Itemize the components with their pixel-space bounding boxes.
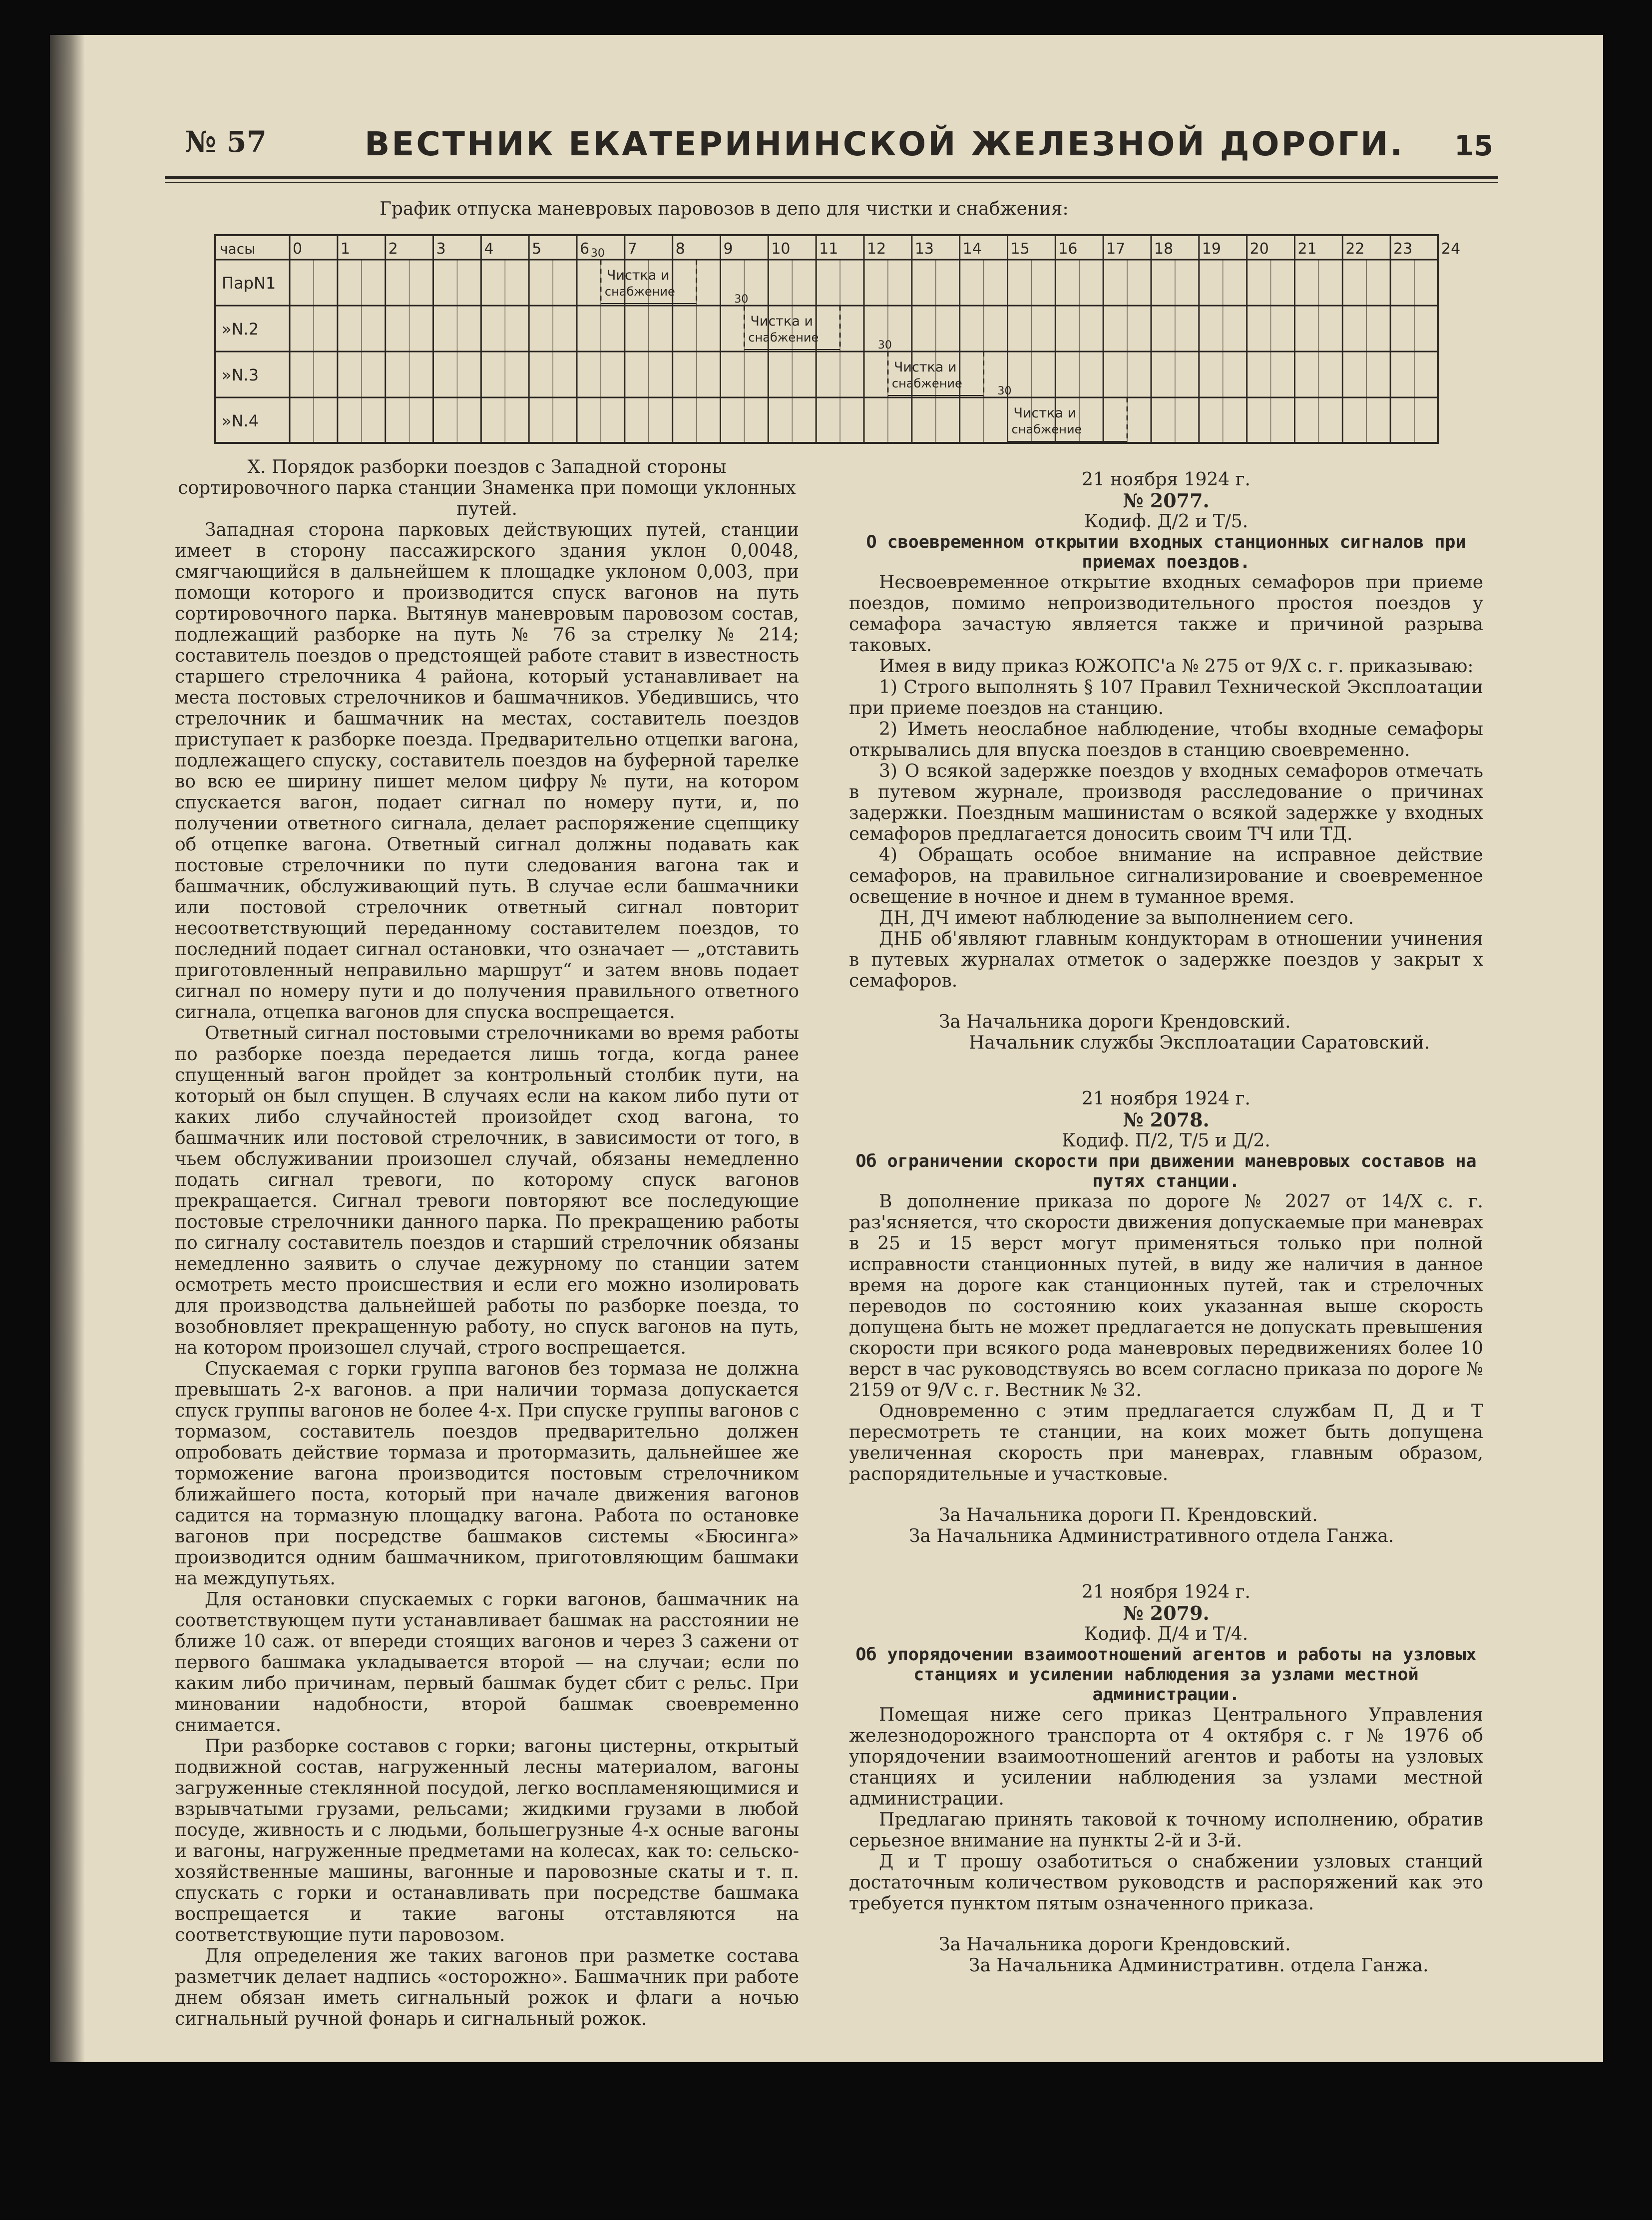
- hour-tick-label: 8: [675, 240, 685, 258]
- hour-tick-label: 22: [1345, 240, 1365, 258]
- signature: За Начальника дороги П. Крендовский.: [939, 1505, 1318, 1525]
- paragraph: ДНБ об'являют главным кондукторам в отношении учинения в путевых журналах отметок о задержке поездов у закрыт х семафоров.: [849, 929, 1483, 991]
- service-block-label: Чистка и: [1013, 405, 1077, 421]
- header-rule-thin: [165, 182, 1498, 183]
- hour-tick-label: 14: [962, 240, 982, 258]
- hour-tick-label: 2: [388, 240, 398, 258]
- half-hour-mark: 30: [734, 293, 749, 306]
- locomotive-row-label: »N.4: [222, 411, 259, 430]
- chart-frame: [215, 235, 1438, 443]
- locomotive-schedule-chart: [215, 235, 1461, 443]
- order-title: О своевременном открытии входных станционных сигналов при приемах поездов.: [866, 532, 1466, 572]
- service-block-label: снабжение: [891, 376, 962, 390]
- order-number: № 2077.: [1123, 489, 1210, 512]
- order-codif: Кодиф. Д/2 и Т/5.: [1084, 511, 1248, 532]
- half-hour-mark: 30: [877, 339, 892, 352]
- order-title: Об ограничении скорости при движении маневровых составов на путях станции.: [855, 1151, 1477, 1191]
- locomotive-row-label: »N.3: [222, 366, 259, 384]
- hour-tick-label: 20: [1249, 240, 1269, 258]
- hour-tick-label: 12: [867, 240, 886, 258]
- order-date: 21 ноября 1924 г.: [1082, 1582, 1250, 1602]
- paragraph: ДН, ДЧ имеют наблюдение за выполнением сего.: [879, 908, 1354, 928]
- hour-tick-label: 18: [1154, 240, 1174, 258]
- signature: Начальник службы Эксплоатации Саратовский.: [969, 1033, 1430, 1053]
- order-codif: Кодиф. П/2, Т/5 и Д/2.: [1062, 1130, 1270, 1151]
- signature: За Начальника дороги Крендовский.: [939, 1012, 1291, 1032]
- hour-tick-label: 7: [627, 240, 637, 258]
- page-header: [185, 125, 1493, 170]
- hour-tick-label: 6: [580, 240, 590, 258]
- paragraph: Помещая ниже сего приказ Центрального Управления железнодорожного транспорта от 4 октября с. г № 1976 об упорядочении взаимоотношений агентов и работы на узловых станциях и усилении наблюдения за узлами местной администрации.: [849, 1705, 1483, 1809]
- paragraph: При разборке составов с горки; вагоны цистерны, открытый подвижной состав, нагруженный лесны материалом, вагоны загруженные стеклянной посудой, легко воспламеняющимися и взрывчатыми грузами, рельсами; жидкими грузами в любой посуде, живность и с людьми, большегрузные 4-х осные вагоны и вагоны, нагруженные предметами на колесах, как то: сельско-хозяйственные машины, вагонные и паровозные скаты и т. п. спускать с горки и останавливать при посредстве башмака воспрещается и такие вагоны отставляются на соответствующие пути паровозом.: [175, 1736, 799, 1945]
- order-date: 21 ноября 1924 г.: [1082, 1089, 1250, 1109]
- locomotive-row-label: ПарN1: [222, 274, 276, 293]
- schedule-caption: График отпуска маневровых паровозов в депо для чистки и снабжения:: [380, 199, 1069, 219]
- paragraph: Для определения же таких вагонов при разметке состава разметчик делает надпись «осторожно». Башмачник при работе днем обязан иметь сигнальный рожок и флаги а ночью сигнальный ручной фонарь и сигнальный рожок.: [175, 1946, 799, 2029]
- order-number: № 2078.: [1123, 1109, 1210, 1131]
- hour-tick-label: 9: [723, 240, 733, 258]
- hour-tick-label: 16: [1058, 240, 1078, 258]
- paragraph: Несвоевременное открытие входных семафоров при приеме поездов, помимо непроизводительного простоя поездов у семафора зачастую является также и причиной разрыва таковых.: [849, 572, 1483, 656]
- header-rule: [165, 176, 1498, 179]
- paragraph: 2) Иметь неослабное наблюдение, чтобы входные семафоры открывались для впуска поездов в станцию своевременно.: [849, 719, 1483, 760]
- paragraph: Предлагаю принять таковой к точному исполнению, обратив серьезное внимание на пункты 2-й и 3-й.: [849, 1810, 1483, 1851]
- service-block-label: Чистка и: [606, 268, 670, 283]
- service-block-label: снабжение: [1011, 422, 1082, 436]
- paragraph: Для остановки спускаемых с горки вагонов, башмачник на соответствующем пути устанавливает башмак на расстоянии не ближе 10 саж. от впереди стоящих вагонов и через 3 сажени от первого башмака укладывается второй — на случаи; если по каким либо причинам, первый башмак будет сбит с рельс. При миновании надобности, второй башмак своевременно снимается.: [175, 1589, 799, 1736]
- page-number: 15: [1454, 130, 1493, 162]
- signature: За Начальника дороги Крендовский.: [939, 1934, 1291, 1955]
- paragraph: Д и Т прошу озаботиться о снабжении узловых станций достаточным количеством руководств и распоряжений как это требуется пунктом пятым означенного приказа.: [849, 1851, 1483, 1914]
- order-title: Об упорядочении взаимоотношений агентов и работы на узловых станциях и усилении наблюдения за узлами местной администрации.: [855, 1645, 1477, 1705]
- signature: За Начальника Административн. отдела Ганжа.: [969, 1955, 1429, 1976]
- issue-number: № 57: [185, 125, 267, 159]
- service-block-label: снабжение: [604, 285, 675, 299]
- paragraph: Одновременно с этим предлагается службам П, Д и Т пересмотреть те станции, на коих может быть допущена увеличенная скорость при маневрах, главным образом, распорядительные и участковые.: [849, 1401, 1483, 1484]
- hour-tick-label: 19: [1202, 240, 1222, 258]
- hour-tick-label: 23: [1393, 240, 1413, 258]
- hour-tick-label: 5: [532, 240, 542, 258]
- hour-tick-label: 0: [293, 240, 303, 258]
- newspaper-title: ВЕСТНИК ЕКАТЕРИНИНСКОЙ ЖЕЛЕЗНОЙ ДОРОГИ.: [365, 125, 1405, 163]
- locomotive-row-label: »N.2: [222, 320, 259, 339]
- order-date: 21 ноября 1924 г.: [1082, 469, 1250, 490]
- paragraph: Западная сторона парковых действующих путей, станции имеет в сторону пассажирского здания уклон 0,0048, смягчающийся в дальнейшем к площадке уклоном 0,003, при помощи которого и производится спуск вагонов на путь сортировочного парка. Вытянув маневровым паровозом состав, подлежащий разборке на путь № 76 за стрелку № 214; составитель поездов о предстоящей работе ставит в известность старшего стрелочника 4 района, который устанавливает на места постовых стрелочников и башмачников. Убедившись, что стрелочник и башмачник на местах, составитель поездов приступает к разборке поезда. Предварительно отцепки вагона, подлежащего спуску, составитель поездов на буферной тарелке во всю ее ширину пишет мелом цифру № пути, на котором спускается вагон, подает сигнал по номеру пути, и, по получении ответного сигнала, делает распоряжение сцепщику об отцепке вагона. Ответный сигнал должны подавать как постовые стрелочники по пути следования вагона так и башмачник, обслуживающий путь. В случае если башмачники или постовой стрелочник ответный сигнал повторит несоответствующий переданному составителем поездов, то последний подает сигнал остановки, что означает — „отставить приготовленный неправильно маршрут“ и затем вновь подает сигнал по номеру пути и до получения правильного ответного сигнала, отцепка вагонов для спуска воспрещается.: [175, 520, 799, 1023]
- hours-axis-label: часы: [220, 241, 256, 257]
- half-hour-mark: 30: [997, 385, 1012, 397]
- hour-tick-label: 3: [436, 240, 446, 258]
- paragraph: Ответный сигнал постовыми стрелочниками во время работы по разборке поезда передается лишь тогда, когда ранее спущенный вагон пройдет за контрольный столбик пути, на который он был спущен. В случаях если на каком либо пути от каких либо случайностей произойдет сход вагона, то башмачник или постовой стрелочник, в зависимости от того, в чьем обслуживании произошел случай, обязаны немедленно подать сигнал тревоги, по которому спуск вагонов прекращается. Сигнал тревоги повторяют все последующие постовые стрелочники данного парка. По прекращению работы по сигналу составитель поездов и старший стрелочник обязаны немедленно заявить о случае дежурному по станции затем осмотреть место происшествия и если его можно изолировать для производства дальнейшей работы по разборке поезда, то возобновляет прекращенную работу, но спуск вагонов на путь, на котором произошел случай, строго воспрещается.: [175, 1023, 799, 1358]
- paragraph: 4) Обращать особое внимание на исправное действие семафоров, на правильное сигнализирование и своевременное освещение в ночное и днем в туманное время.: [849, 845, 1483, 907]
- hour-tick-label: 21: [1297, 240, 1317, 258]
- hour-tick-label: 13: [914, 240, 934, 258]
- hour-tick-label: 11: [819, 240, 838, 258]
- paragraph: 1) Строго выполнять § 107 Правил Технической Эксплоатации при приеме поездов на станцию.: [849, 677, 1483, 719]
- hour-tick-label: 24: [1441, 240, 1461, 258]
- service-block-label: Чистка и: [750, 314, 814, 329]
- half-hour-mark: 30: [590, 247, 605, 260]
- hour-tick-label: 4: [484, 240, 494, 258]
- hour-tick-label: 1: [340, 240, 350, 258]
- service-block-label: Чистка и: [893, 360, 957, 375]
- section-heading: X. Порядок разборки поездов с Западной стороны сортировочного парка станции Знаменка при помощи уклонных путей.: [178, 457, 796, 519]
- order-codif: Кодиф. Д/4 и Т/4.: [1084, 1624, 1248, 1644]
- binding-spine: [50, 35, 85, 2062]
- paragraph: Спускаемая с горки группа вагонов без тормаза не должна превышать 2-х вагонов. а при наличии тормаза допускается спуск группы вагонов не более 4-х. При спуске группы вагонов с тормазом, составитель поездов предварительно должен опробовать действие тормаза и протормазить, дальнейшее же торможение вагона производится постовым стрелочником ближайшего поста, который при начале движения вагонов садится на тормазную площадку вагона. Работа по остановке вагонов при посредстве башмаков системы «Бюсинга» производится одним башмачником, приготовляющим башмаки на междупутьях.: [175, 1359, 799, 1589]
- service-block-label: снабжение: [748, 331, 819, 345]
- paragraph: 3) О всякой задержке поездов у входных семафоров отмечать в путевом журнале, производя расследование о причинах задержки. Поездным машинистам о всякой задержке у входных семафоров предлагается доносить своим ТЧ или ТД.: [849, 761, 1483, 844]
- hour-tick-label: 15: [1010, 240, 1030, 258]
- right-column: [849, 469, 1483, 1976]
- hour-tick-label: 17: [1106, 240, 1126, 258]
- paragraph: Имея в виду приказ ЮЖОПС'а № 275 от 9/X с. г. приказываю:: [879, 656, 1474, 677]
- left-column: [175, 457, 799, 2030]
- order-number: № 2079.: [1123, 1602, 1210, 1624]
- paragraph: В дополнение приказа по дороге № 2027 от 14/X с. г. раз'ясняется, что скорости движения допускаемые при маневрах в 25 и 15 верст могут применяться только при полной исправности станционных путей, в виду же наличия в данное время на дороге как станционных путей, так и стрелочных переводов по состоянию коих указанная выше скорость допущена быть не может предлагается не допускать превышения скорости при всякого рода маневровых передвижениях более 10 верст в час руководствуясь во всем согласно приказа по дороге № 2159 от 9/V с. г. Вестник № 32.: [849, 1191, 1483, 1401]
- hour-tick-label: 10: [771, 240, 791, 258]
- signature: За Начальника Административного отдела Ганжа.: [909, 1526, 1394, 1546]
